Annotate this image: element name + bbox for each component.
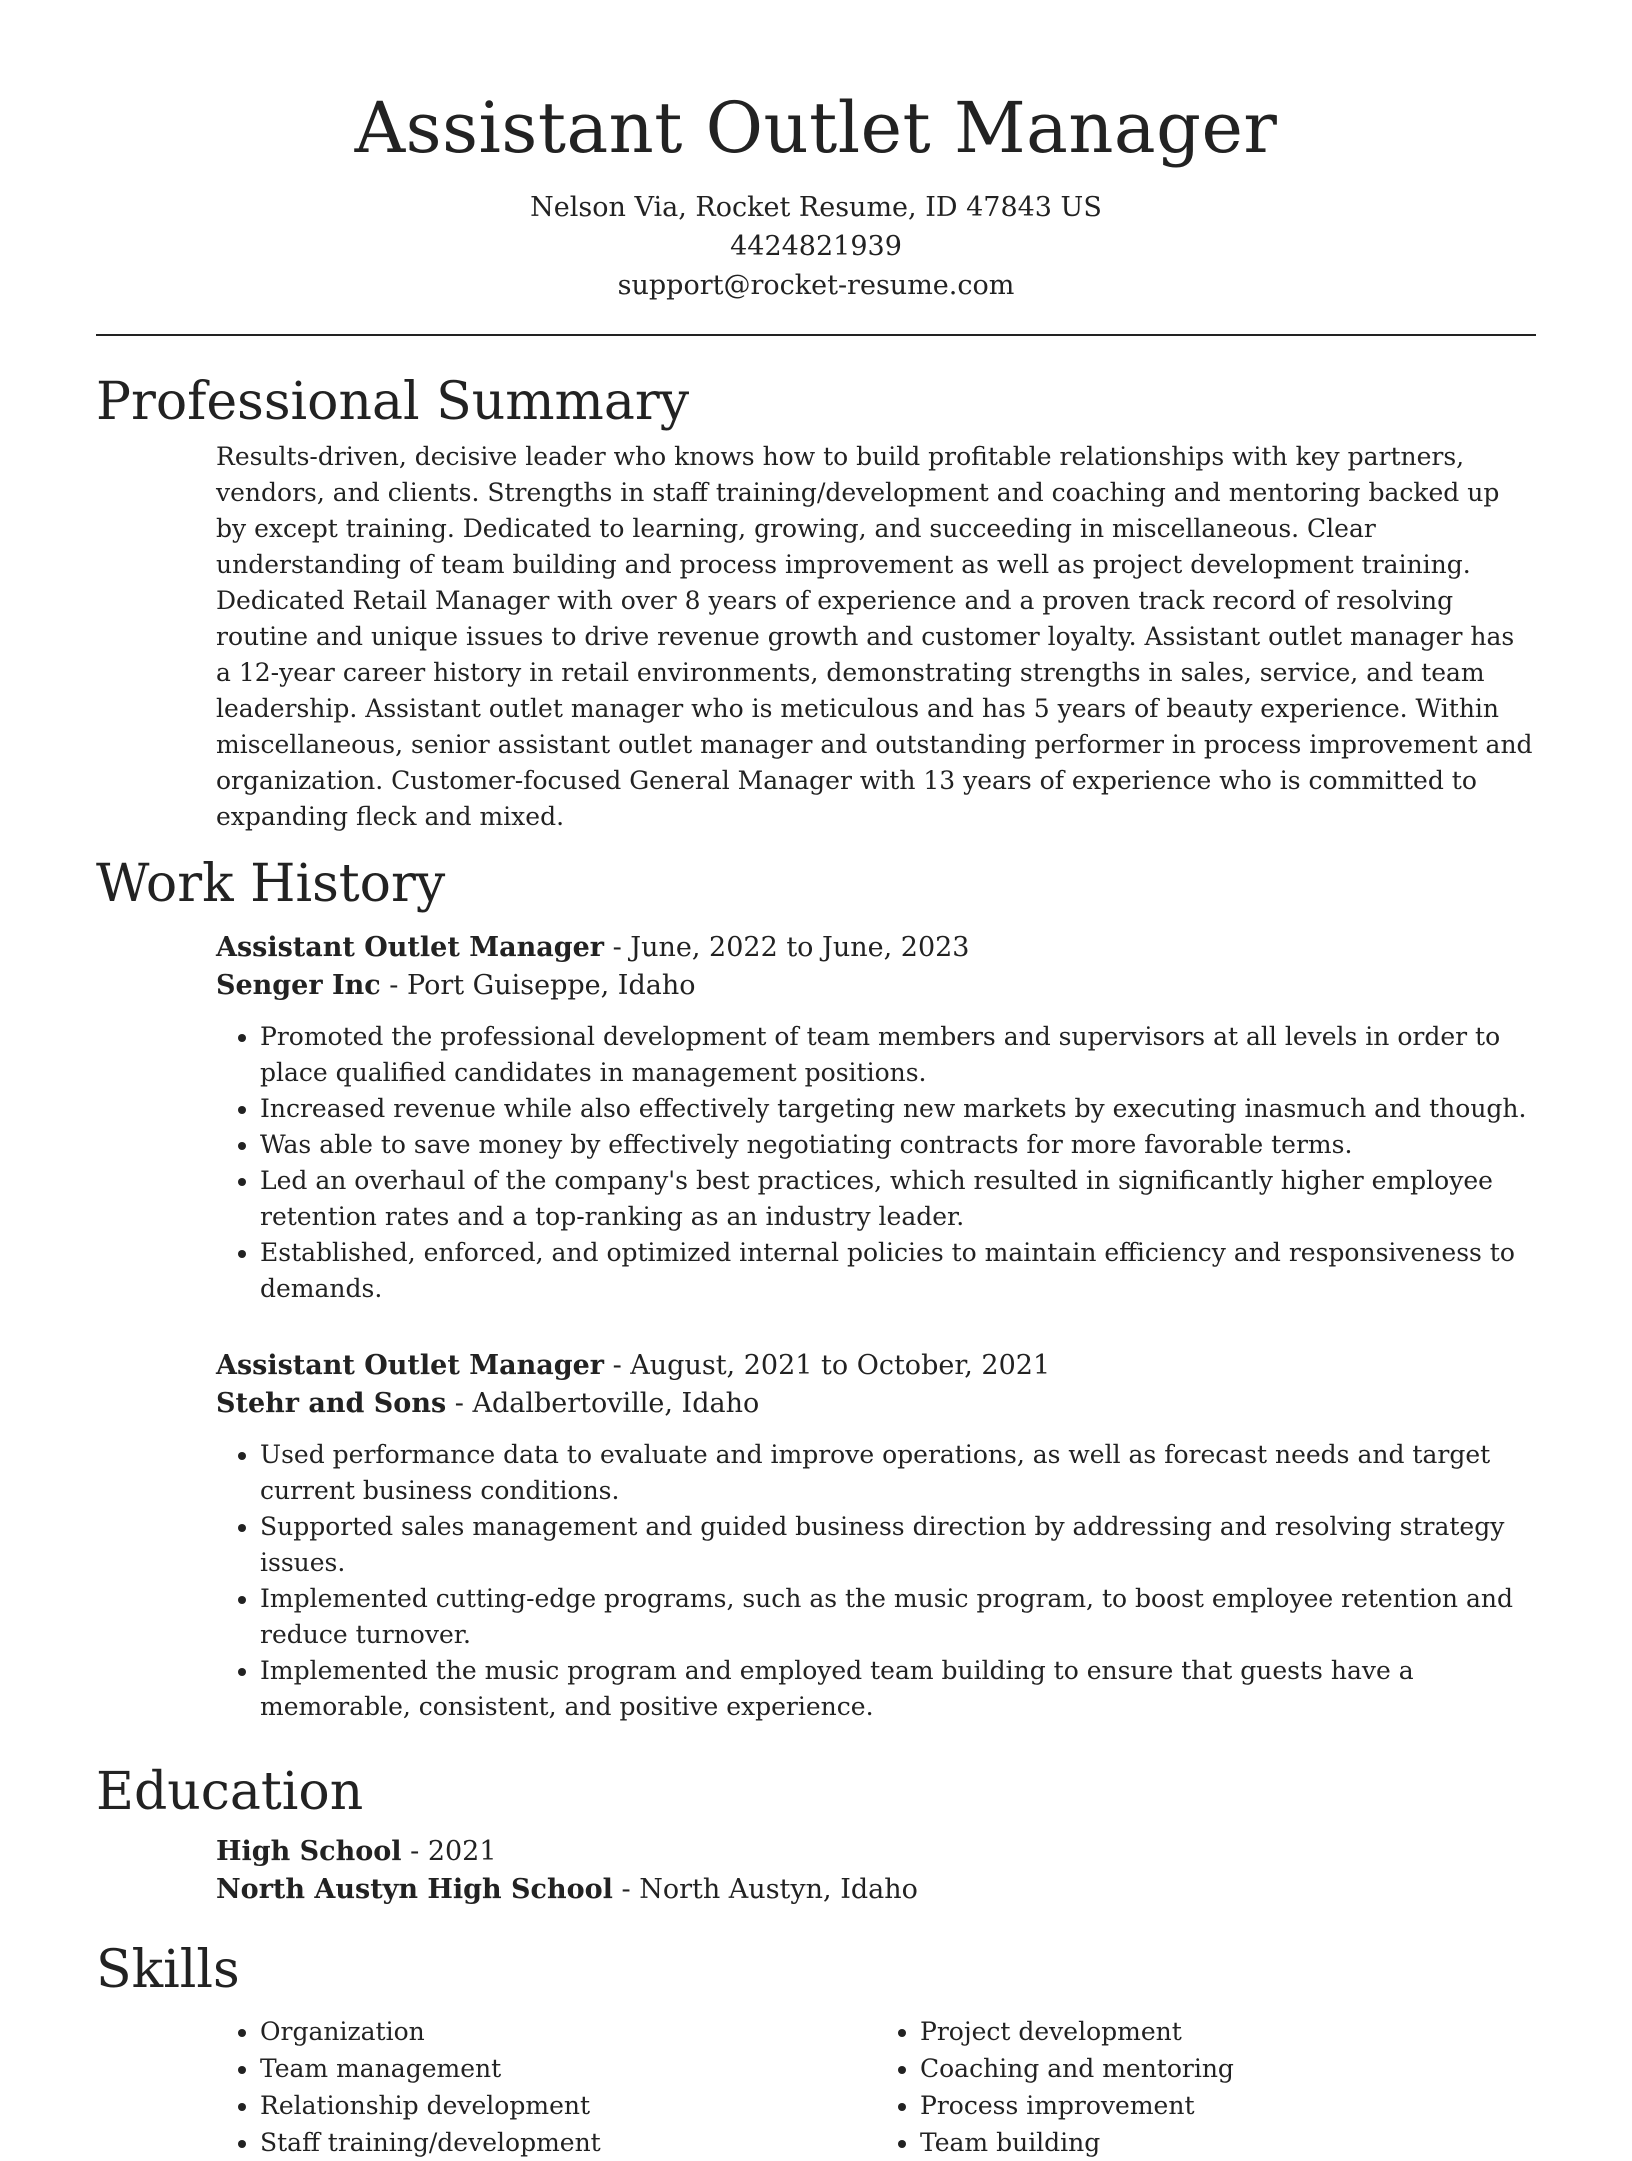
education-location: - North Austyn, Idaho [612,1874,918,1905]
resume-header [96,0,1536,305]
job-company-line [216,1385,1536,1423]
summary-section [96,371,1536,835]
skill-item: • Process improvement [920,2087,1536,2124]
contact-email: support@rocket-resume.com [617,270,1015,301]
job-location: - Adalbertoville, Idaho [446,1388,760,1419]
job-bullet: • Led an overhaul of the company's best practices, which resulted in significantly higher employee retention rates and a top-ranking as an industry leader. [260,1163,1536,1235]
resume-title: Assistant Outlet Manager [354,87,1278,169]
job-bullets [216,1437,1536,1725]
education-heading: Education [96,1762,364,1822]
job-company-line [216,967,1536,1005]
skills-heading: Skills [96,1940,240,2000]
skill-item: • Coaching and mentoring [920,2050,1536,2087]
skill-item: • Team management [260,2050,876,2087]
education-year: - 2021 [401,1836,497,1867]
summary-text: Results-driven, decisive leader who knows how to build profitable relationships with key partners, vendors, and clients. Strengths in staff training/development and coaching and mentoring backed up by except training. Dedicated to learning, growing, and succeeding in miscellaneous. Clear understanding of team building and process improvement as well as project development training. Dedicated Retail Manager with over 8 years of experience and a proven track record of resolving routine and unique issues to drive revenue growth and customer loyalty. Assistant outlet manager has a 12-year career history in retail environments, demonstrating strengths in sales, service, and team leadership. Assistant outlet manager who is meticulous and has 5 years of beauty experience. Within miscellaneous, senior assistant outlet manager and outstanding performer in process improvement and organization. Customer-focused General Manager with 13 years of experience who is committed to expanding fleck and mixed. [216,442,1533,831]
contact-info [96,188,1536,305]
job-title: Assistant Outlet Manager [216,932,604,963]
summary-heading: Professional Summary [96,372,690,432]
job-title-line [216,1347,1536,1385]
job-title: Assistant Outlet Manager [216,1350,604,1381]
work-history-heading: Work History [96,854,446,914]
job-company: Stehr and Sons [216,1388,447,1419]
skill-item: • Relationship development [260,2087,876,2124]
job-company: Senger Inc [216,970,381,1001]
job-bullet: • Increased revenue while also effectively targeting new markets by executing inasmuch and though. [260,1091,1536,1127]
resume-page [96,0,1536,2161]
job-title-line [216,929,1536,967]
job-dates: - August, 2021 to October, 2021 [604,1350,1051,1381]
header-divider [96,334,1536,336]
skill-item: • Organization [260,2013,876,2050]
job-bullet: • Used performance data to evaluate and improve operations, as well as forecast needs and target current business conditions. [260,1437,1536,1509]
job-dates: - June, 2022 to June, 2023 [604,932,970,963]
education-school-line [216,1871,1536,1909]
job-entry [216,1347,1536,1725]
job-bullet: • Established, enforced, and optimized internal policies to maintain efficiency and responsiveness to demands. [260,1235,1536,1307]
skill-item: • Team building [920,2124,1536,2161]
job-bullet: • Supported sales management and guided business direction by addressing and resolving strategy issues. [260,1509,1536,1581]
education-section [96,1761,1536,1909]
job-bullet: • Was able to save money by effectively negotiating contracts for more favorable terms. [260,1127,1536,1163]
job-bullet: • Implemented cutting-edge programs, such as the music program, to boost employee retention and reduce turnover. [260,1581,1536,1653]
education-degree: High School [216,1836,402,1867]
skills-section [96,1939,1536,2161]
contact-address: Nelson Via, Rocket Resume, ID 47843 US [530,192,1102,223]
skills-list-right [876,2013,1536,2161]
job-entry [216,929,1536,1307]
job-bullet: • Promoted the professional development of team members and supervisors at all levels in order to place qualified candidates in management positions. [260,1019,1536,1091]
job-bullet: • Implemented the music program and employed team building to ensure that guests have a memorable, consistent, and positive experience. [260,1653,1536,1725]
job-bullets [216,1019,1536,1307]
contact-phone: 4424821939 [730,231,902,262]
work-history-section [96,853,1536,1725]
education-degree-line [216,1833,1536,1871]
skill-item: • Project development [920,2013,1536,2050]
skill-item: • Staff training/development [260,2124,876,2161]
skills-list-left [216,2013,876,2161]
job-location: - Port Guiseppe, Idaho [380,970,696,1001]
education-school: North Austyn High School [216,1874,613,1905]
